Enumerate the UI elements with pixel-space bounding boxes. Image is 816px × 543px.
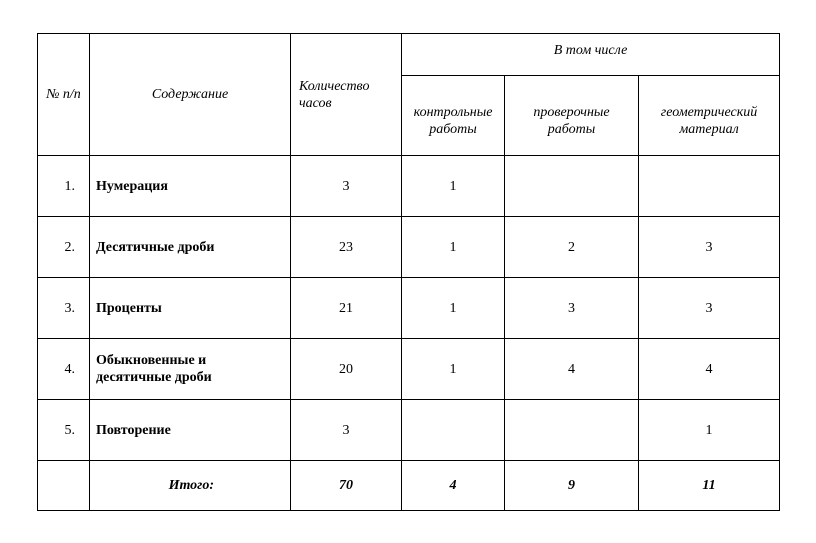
row-topic bbox=[90, 339, 291, 400]
row-checks bbox=[505, 156, 639, 217]
row-hours: 20 bbox=[291, 339, 402, 400]
table-row bbox=[38, 278, 780, 339]
row-topic bbox=[90, 156, 291, 217]
total-tests: 4 bbox=[402, 461, 505, 511]
header-geometry-text: геометрический материал bbox=[660, 104, 758, 137]
row-checks: 3 bbox=[505, 278, 639, 339]
header-checks-text: проверочные работы bbox=[533, 104, 610, 137]
header-hours-text: Количество часов bbox=[299, 78, 370, 111]
row-geometry: 4 bbox=[639, 339, 780, 400]
total-label: Итого: bbox=[90, 461, 291, 511]
total-geometry: 11 bbox=[639, 461, 780, 511]
row-hours: 3 bbox=[291, 400, 402, 461]
row-checks: 2 bbox=[505, 217, 639, 278]
row-topic-text: Десятичные дроби bbox=[96, 239, 215, 255]
table-row bbox=[38, 339, 780, 400]
row-geometry: 1 bbox=[639, 400, 780, 461]
curriculum-table bbox=[37, 33, 780, 511]
header-content bbox=[90, 34, 291, 156]
row-num: 3. bbox=[38, 278, 90, 339]
row-num: 2. bbox=[38, 217, 90, 278]
row-geometry: 3 bbox=[639, 217, 780, 278]
row-topic-text: Повторение bbox=[96, 422, 171, 438]
header-tests bbox=[402, 76, 505, 156]
row-hours: 3 bbox=[291, 156, 402, 217]
total-row bbox=[38, 461, 780, 511]
total-num-cell bbox=[38, 461, 90, 511]
header-row-top bbox=[38, 34, 780, 76]
header-geometry bbox=[639, 76, 780, 156]
row-hours: 21 bbox=[291, 278, 402, 339]
row-checks: 4 bbox=[505, 339, 639, 400]
row-num: 5. bbox=[38, 400, 90, 461]
row-tests: 1 bbox=[402, 278, 505, 339]
header-num-text: № п/п bbox=[46, 87, 81, 102]
header-including-text: В том числе bbox=[553, 43, 628, 58]
row-topic-text: Проценты bbox=[96, 300, 162, 316]
header-tests-text: контрольные работы bbox=[413, 104, 493, 137]
row-hours: 23 bbox=[291, 217, 402, 278]
table-row bbox=[38, 217, 780, 278]
header-hours bbox=[291, 34, 402, 156]
header-checks bbox=[505, 76, 639, 156]
table-row bbox=[38, 400, 780, 461]
table-row bbox=[38, 156, 780, 217]
header-num bbox=[38, 34, 90, 156]
row-topic-text: Обыкновенные и десятичные дроби bbox=[96, 353, 212, 385]
row-geometry bbox=[639, 156, 780, 217]
row-geometry: 3 bbox=[639, 278, 780, 339]
row-tests bbox=[402, 400, 505, 461]
row-num: 1. bbox=[38, 156, 90, 217]
row-checks bbox=[505, 400, 639, 461]
header-content-text: Содержание bbox=[151, 87, 229, 102]
row-topic-text: Нумерация bbox=[96, 178, 168, 194]
row-tests: 1 bbox=[402, 156, 505, 217]
row-topic bbox=[90, 217, 291, 278]
row-topic bbox=[90, 278, 291, 339]
row-topic bbox=[90, 400, 291, 461]
row-tests: 1 bbox=[402, 217, 505, 278]
row-num: 4. bbox=[38, 339, 90, 400]
total-checks: 9 bbox=[505, 461, 639, 511]
header-including bbox=[402, 34, 780, 76]
total-hours: 70 bbox=[291, 461, 402, 511]
row-tests: 1 bbox=[402, 339, 505, 400]
